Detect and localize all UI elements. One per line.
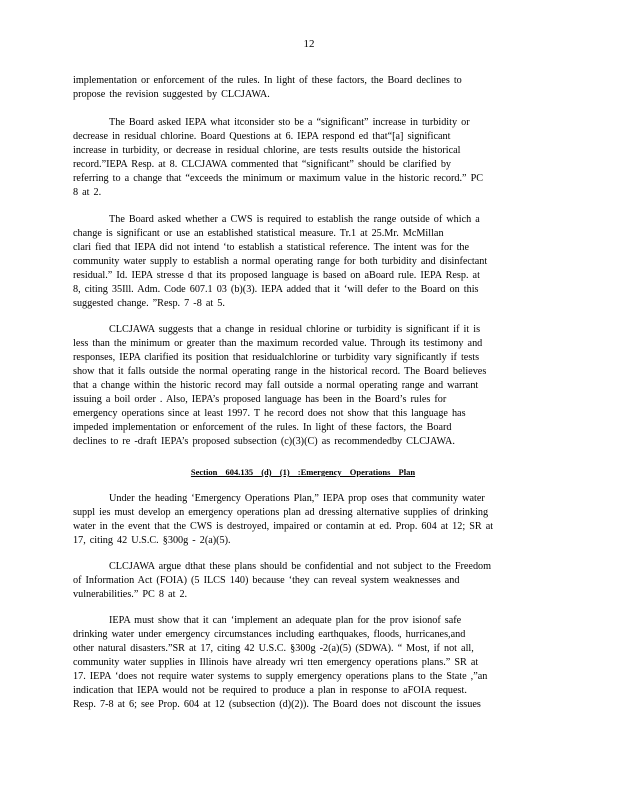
text-line: 8, citing 35Ill. Adm. Code 607.1 03 (b)(3). IEPA added that it ‘will defer to the Board on this	[73, 284, 479, 295]
text-line: decrease in residual chlorine. Board Questions at 6. IEPA respond ed that“[a] significant	[73, 131, 451, 142]
text-line: CLCJAWA argue dthat these plans should be confidential and not subject to the Freedom	[109, 561, 492, 572]
text-line: record.”IEPA Resp. at 8. CLCJAWA commented that “significant” should be clarified by	[73, 159, 452, 170]
text-line: implementation or enforcement of the rules. In light of these factors, the Board declines to	[73, 75, 462, 86]
text-line: that a change within the historic record may fall outside a normal operating range and warrant	[73, 380, 479, 391]
text-line: less than the minimum or greater than the maximum recorded value. Through its testimony and	[73, 338, 483, 349]
text-line: referring to a change that “exceeds the minimum or maximum value in the historic record.” PC	[73, 173, 484, 184]
text-line: suppl ies must develop an emergency operations plan ad dressing alternative supplies of drinking	[73, 507, 489, 518]
text-line: 17. IEPA ‘does not require water systems to supply emergency operations plans to the State ,”an	[73, 671, 488, 682]
section-heading: Section 604.135 (d) (1) :Emergency Operations Plan	[190, 467, 416, 477]
text-line: residual.” Id. IEPA stresse d that its proposed language is based on aBoard rule. IEPA Resp. at	[73, 270, 480, 281]
text-line: other natural disasters.”SR at 17, citing 42 U.S.C. §300g -2(a)(5) (SDWA). “ Most, if not all,	[73, 643, 474, 654]
text-line: CLCJAWA suggests that a change in residual chlorine or turbidity is significant if it is	[109, 324, 481, 335]
text-line: 17, citing 42 U.S.C. §300g - 2(a)(5).	[73, 535, 231, 546]
text-line: emergency operations since at least 1997. T he record does not show that this language has	[73, 408, 466, 419]
text-line: declines to re -draft IEPA’s proposed subsection (c)(3)(C) as recommendedby CLCJAWA.	[73, 436, 455, 447]
text-line: vulnerabilities.” PC 8 at 2.	[73, 589, 188, 600]
text-line: propose the revision suggested by CLCJAWA.	[73, 89, 270, 100]
text-line: impeded implementation or enforcement of the rules. In light of these factors, the Board	[73, 422, 452, 433]
text-line: community water supplies in Illinois have already wri tten emergency operations plans.” SR at	[73, 657, 479, 668]
paragraph-2	[73, 116, 533, 200]
text-line: of Information Act (FOIA) (5 ILCS 140) because ‘they can reveal system weaknesses and	[73, 575, 460, 586]
paragraph-6	[73, 560, 533, 602]
text-line: 8 at 2.	[73, 187, 102, 198]
text-line: issuing a boil order . Also, IEPA’s proposed language has been in the Board’s rules for	[73, 394, 447, 405]
text-line: change is significant or use an established statistical measure. Tr.1 at 25.Mr. McMillan	[73, 228, 444, 239]
paragraph-1	[73, 74, 533, 102]
text-line: The Board asked IEPA what itconsider sto be a “significant” increase in turbidity or	[109, 117, 470, 128]
text-line: drinking water under emergency circumstances including earthquakes, floods, hurricanes,and	[73, 629, 466, 640]
page-number: 12	[303, 38, 315, 50]
text-line: IEPA must show that it can ‘implement an adequate plan for the prov isionof safe	[109, 615, 462, 626]
text-line: The Board asked whether a CWS is required to establish the range outside of which a	[109, 214, 480, 225]
text-line: Under the heading ‘Emergency Operations Plan,” IEPA prop oses that community water	[109, 493, 485, 504]
paragraph-4	[73, 323, 533, 449]
paragraph-3	[73, 213, 533, 311]
text-line: show that it falls outside the normal operating range in the historical record. The Board believes	[73, 366, 487, 377]
text-line: indication that IEPA would not be required to produce a plan in response to aFOIA request.	[73, 685, 467, 696]
text-line: water in the event that the CWS is destroyed, impaired or contamin at ed. Prop. 604 at 12; SR at	[73, 521, 494, 532]
paragraph-7	[73, 614, 533, 712]
text-line: Resp. 7-8 at 6; see Prop. 604 at 12 (subsection (d)(2)). The Board does not discount the issues	[73, 699, 481, 710]
text-line: community water supply to establish a normal operating range for both turbidity and disinfectant	[73, 256, 488, 267]
text-line: responses, IEPA clarified its position that residualchlorine or turbidity vary significantly if tests	[73, 352, 480, 363]
text-line: clari fied that IEPA did not intend ‘to establish a statistical reference. The intent was for the	[73, 242, 470, 253]
text-line: increase in turbidity, or decrease in residual chlorine, are tests results outside the historical	[73, 145, 461, 156]
text-line: suggested change. ”Resp. 7 -8 at 5.	[73, 298, 225, 309]
paragraph-5	[73, 492, 533, 548]
